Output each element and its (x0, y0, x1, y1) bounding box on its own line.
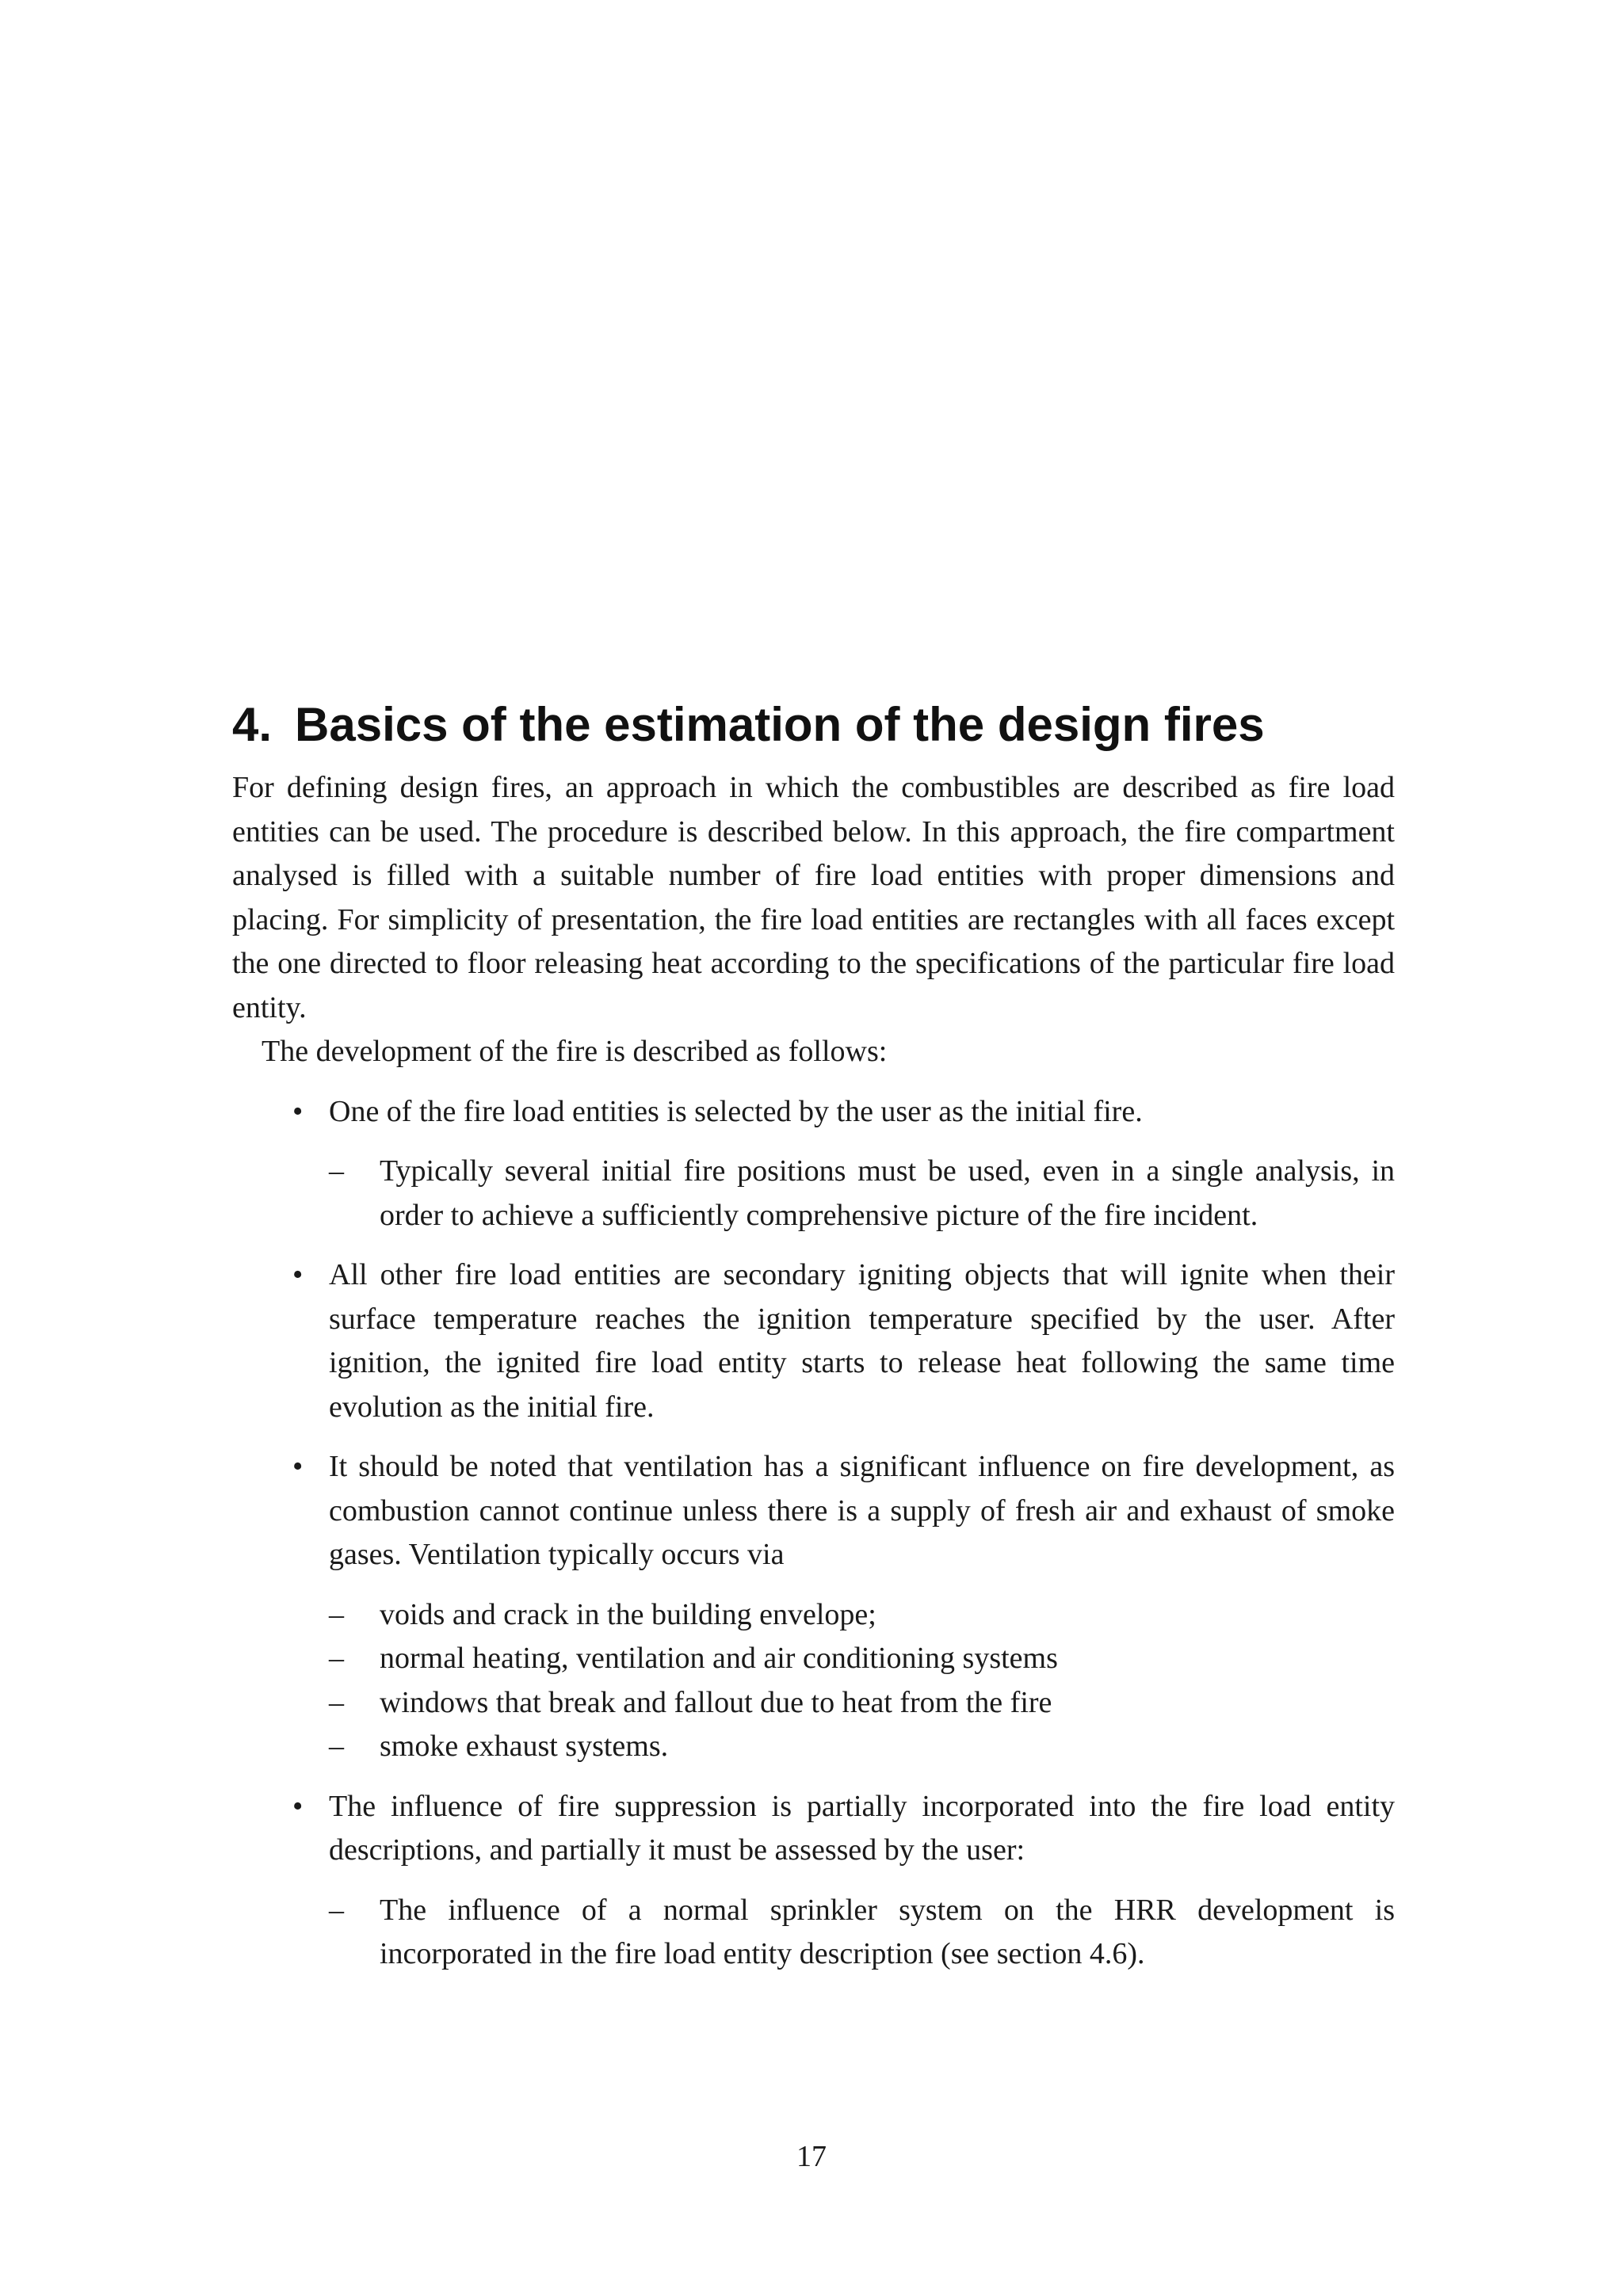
dash-icon: – (329, 1730, 344, 1763)
bullet-text: All other fire load entities are secondary igniting objects that will ignite when their surface temperature reaches the ignition temperature specified by the user. After ignition, the ignited fire load entity starts to release heat following the same time evolution as the initial fire. (329, 1258, 1395, 1424)
dash-text: Typically several initial fire positions must be used, even in a single analysis, in order to achieve a sufficiently comprehensive picture of the fire incident. (380, 1154, 1395, 1232)
dash-list (329, 1889, 1395, 1977)
development-intro: The development of the fire is described as follows: (262, 1035, 888, 1068)
dash-icon: – (329, 1685, 344, 1719)
dash-item (329, 1593, 1395, 1638)
page-number: 17 (796, 2140, 827, 2173)
section-number: 4. (232, 698, 273, 752)
dash-icon: – (329, 1893, 344, 1927)
dash-icon: – (329, 1154, 344, 1188)
dash-item (329, 1681, 1395, 1726)
dash-icon: – (329, 1597, 344, 1631)
bullet-text: The influence of fire suppression is partially incorporated into the fire load entity descriptions, and partially it must be assessed by the user: (329, 1789, 1395, 1867)
bullet-item (232, 1785, 1395, 1977)
bullet-text: One of the fire load entities is selected by the user as the initial fire. (329, 1094, 1143, 1128)
dash-text: The influence of a normal sprinkler system on the HRR development is incorporated in the fire load entity description (see section 4.6). (380, 1893, 1395, 1970)
dash-text: voids and crack in the building envelope; (380, 1597, 876, 1631)
bullet-item (232, 1090, 1395, 1238)
bullet-icon: • (292, 1258, 304, 1291)
dash-icon: – (329, 1642, 344, 1675)
bullet-text: It should be noted that ventilation has a significant influence on fire development, as combustion cannot continue unless there is a supply of fresh air and exhaust of smoke gases. Ventilation typically occurs via (329, 1450, 1395, 1571)
dash-list (329, 1593, 1395, 1769)
bullet-icon: • (292, 1094, 304, 1128)
bullet-list (232, 1090, 1395, 1977)
dash-text: windows that break and fallout due to heat from the fire (380, 1685, 1052, 1719)
bullet-icon: • (292, 1450, 304, 1483)
section-title: Basics of the estimation of the design fires (295, 698, 1265, 752)
bullet-item (232, 1253, 1395, 1429)
body-text (232, 766, 1395, 1977)
intro-paragraph: For defining design fires, an approach in which the combustibles are described as fire load entities can be used. The procedure is described below. In this approach, the fire compartment analysed is filled with a suitable number of fire load entities with proper dimensions and placing. For simplicity of presentation, the fire load entities are rectangles with all faces except the one directed to floor releasing heat according to the specifications of the particular fire load entity. (232, 771, 1395, 1024)
dash-text: normal heating, ventilation and air conditioning systems (380, 1642, 1058, 1675)
dash-list (329, 1150, 1395, 1238)
dash-text: smoke exhaust systems. (380, 1730, 669, 1763)
section-heading (232, 693, 1389, 757)
bullet-item (232, 1445, 1395, 1769)
bullet-icon: • (292, 1789, 304, 1823)
dash-item (329, 1637, 1395, 1681)
dash-item (329, 1725, 1395, 1769)
dash-item (329, 1889, 1395, 1977)
dash-item (329, 1150, 1395, 1238)
